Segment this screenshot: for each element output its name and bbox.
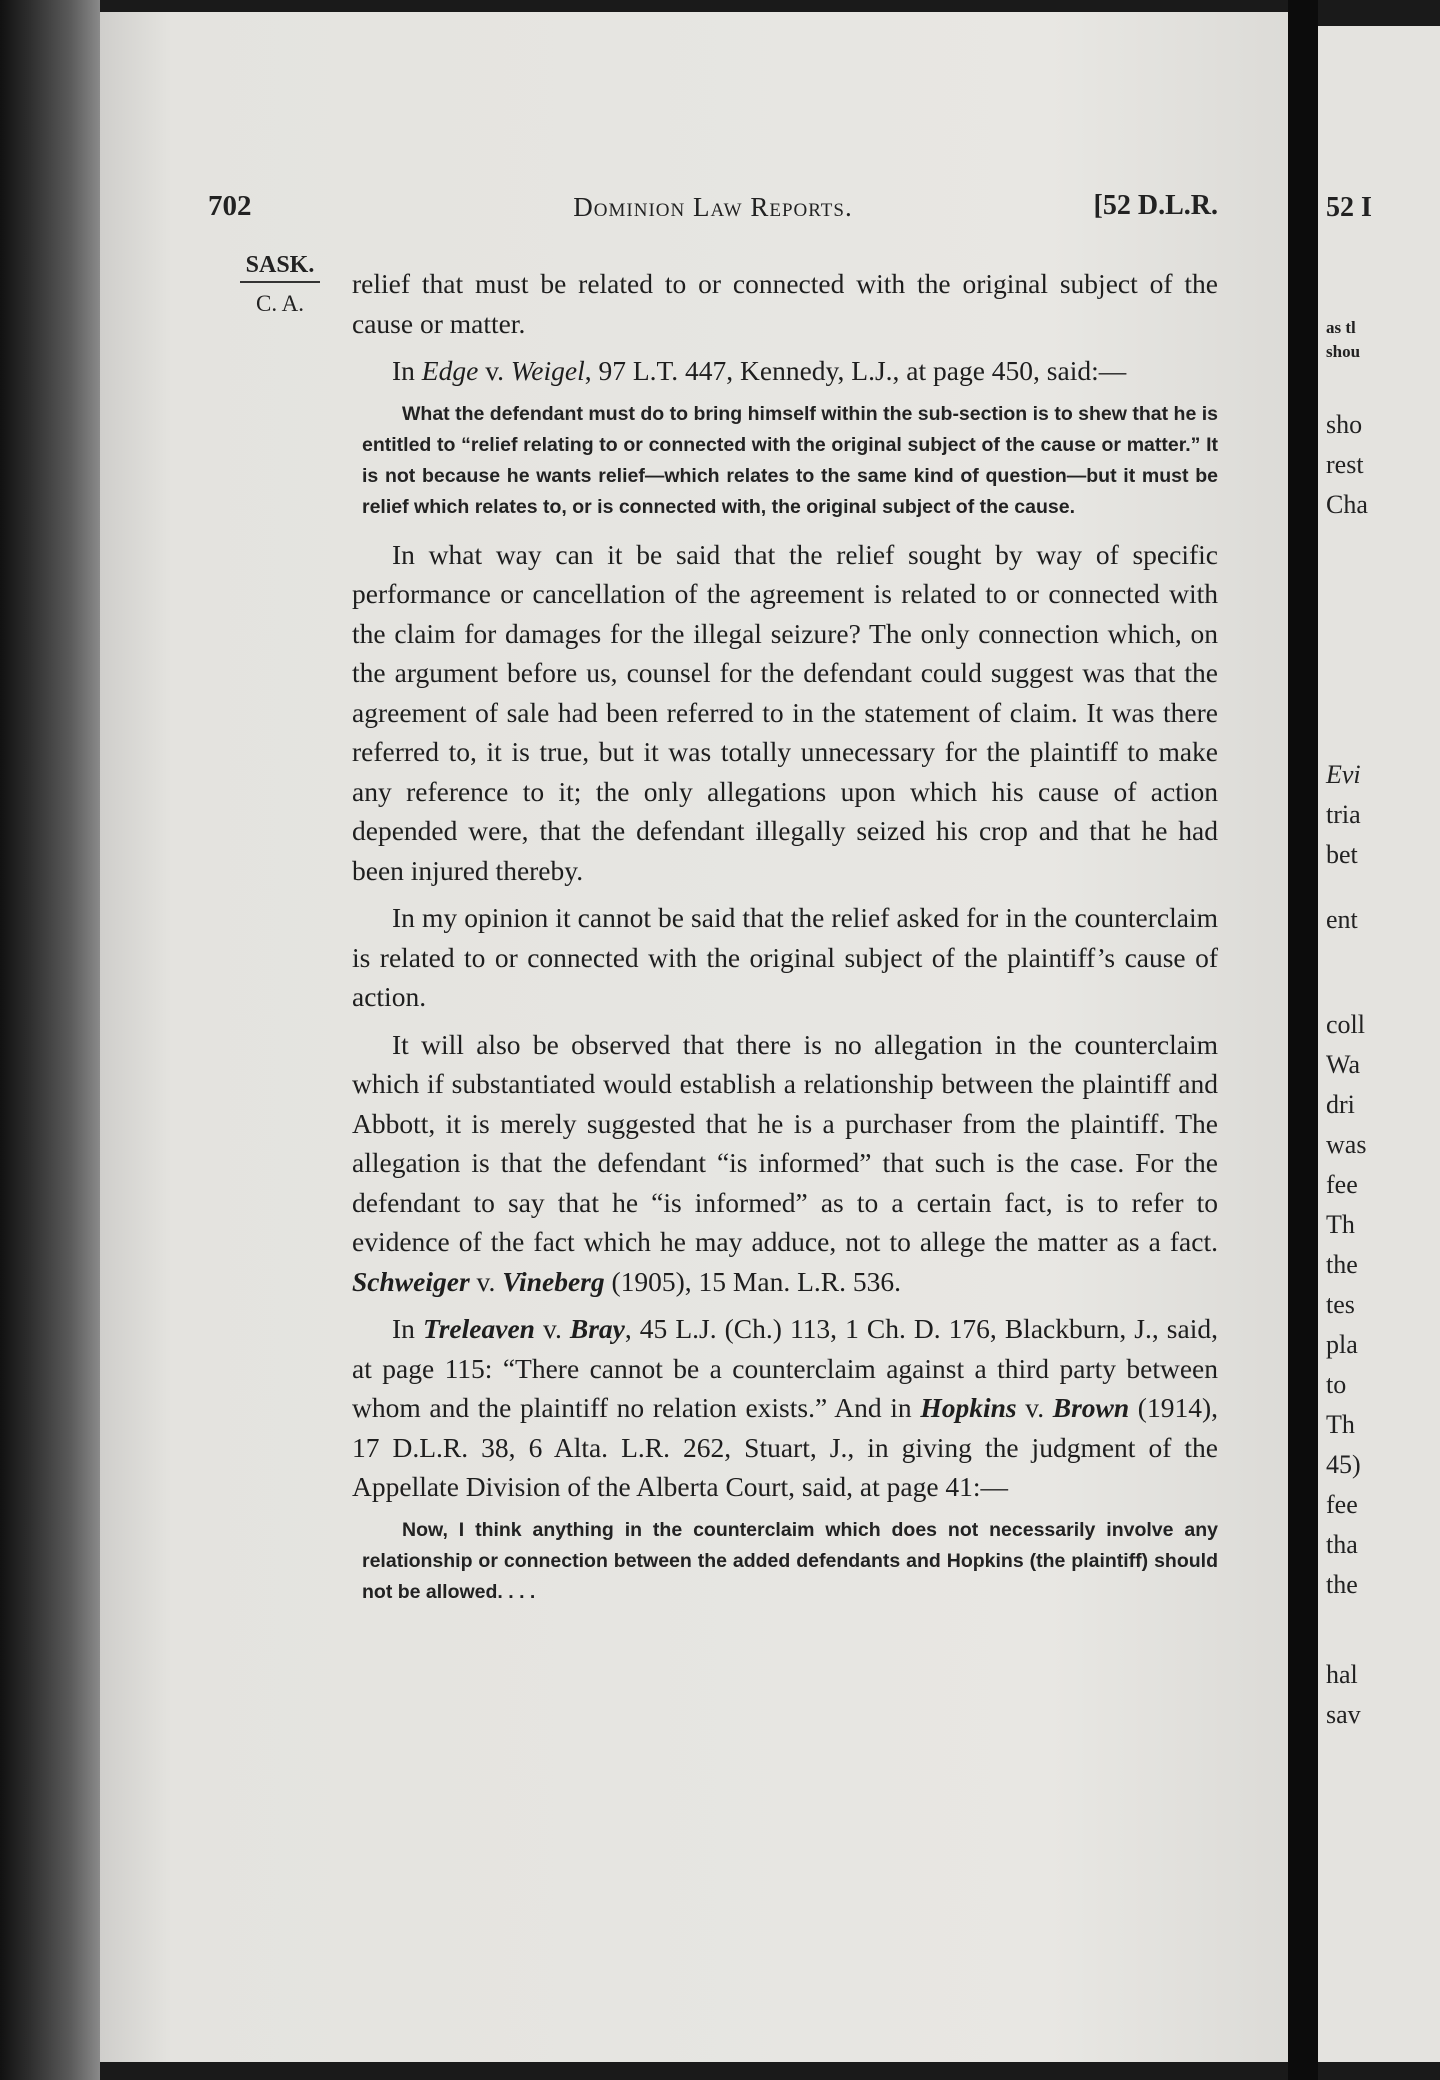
facing-page-line: to bbox=[1326, 1370, 1347, 1399]
page-number: 702 bbox=[208, 190, 252, 222]
facing-page-line: rest bbox=[1326, 450, 1364, 479]
running-header bbox=[208, 190, 1218, 230]
facing-page-line: Th bbox=[1326, 1410, 1355, 1439]
facing-page-line: tes bbox=[1326, 1290, 1355, 1319]
facing-page-line: dri bbox=[1326, 1090, 1355, 1119]
paragraph: It will also be observed that there is no allegation in the counterclaim which if substantiated would establish a relationship between the plaintiff and Abbott, it is merely suggested that he is a purchaser from the plaintiff. The allegation is that the defendant “is informed” that such is the case. For the defendant to say that he “is informed” as to a certain fact, is to refer to evidence of the fact which he may adduce, not to allege the matter as a fact. Schweiger v. Vineberg (1905), 15 Man. L.R. 536. bbox=[352, 1028, 1218, 1297]
margin-notes bbox=[240, 252, 320, 317]
facing-page-line: sho bbox=[1326, 410, 1363, 439]
block-quote: What the defendant must do to bring himself within the sub-section is to shew that he is entitled to “relief relating to or connected with the original subject of the cause or matter.” It is not because he wants relief—which relates to the same kind of question—but it must be relief which relates to, or is connected with, the original subject of the cause. bbox=[362, 402, 1218, 518]
paragraph: relief that must be related to or connected with the original subject of the cause or matter. bbox=[352, 268, 1218, 339]
facing-page-line: tha bbox=[1326, 1530, 1358, 1559]
case-name: Vineberg bbox=[502, 1265, 605, 1297]
case-name: Bray bbox=[569, 1313, 625, 1344]
case-name: Hopkins bbox=[920, 1392, 1017, 1423]
body-text bbox=[352, 264, 1218, 1620]
facing-page-line: Th bbox=[1326, 1210, 1355, 1239]
running-title: Dominion Law Reports. bbox=[573, 192, 853, 222]
facing-page-line: bet bbox=[1326, 840, 1358, 869]
facing-page-line: Wa bbox=[1326, 1050, 1360, 1079]
case-name: Brown bbox=[1052, 1392, 1130, 1423]
facing-page-line: Cha bbox=[1326, 490, 1368, 519]
facing-page-fragment bbox=[1318, 26, 1440, 2062]
page-gutter bbox=[1288, 0, 1318, 2080]
case-name: Edge bbox=[421, 355, 479, 386]
book-spine bbox=[0, 0, 100, 2080]
facing-page-line: as tl bbox=[1326, 318, 1356, 337]
facing-page-line: pla bbox=[1326, 1330, 1358, 1359]
facing-page-line: the bbox=[1326, 1250, 1358, 1279]
facing-page-line: fee bbox=[1326, 1490, 1358, 1519]
case-name: Schweiger bbox=[352, 1265, 470, 1297]
facing-page-line: fee bbox=[1326, 1170, 1358, 1199]
facing-page-line: ent bbox=[1326, 905, 1358, 934]
facing-page-line: 45) bbox=[1326, 1450, 1361, 1479]
facing-page-line: tria bbox=[1326, 800, 1361, 829]
case-name: Treleaven bbox=[422, 1313, 535, 1344]
facing-page-line: sav bbox=[1326, 1700, 1361, 1729]
facing-page-line: the bbox=[1326, 1570, 1358, 1599]
margin-court: SASK. bbox=[240, 252, 320, 283]
facing-page-line: Evi bbox=[1326, 760, 1361, 789]
facing-page-line: coll bbox=[1326, 1010, 1365, 1039]
margin-division: C. A. bbox=[256, 291, 304, 316]
case-name: Weigel bbox=[510, 355, 585, 386]
facing-page-line: shou bbox=[1326, 342, 1361, 361]
facing-page-line: was bbox=[1326, 1130, 1367, 1159]
block-quote: Now, I think anything in the counterclaim which does not necessarily involve any relationship or connection between the added defendants and Hopkins (the plaintiff) should not be allowed. . . . bbox=[362, 1518, 1218, 1603]
paragraph: In what way can it be said that the relief sought by way of specific performance or cancellation of the agreement is related to or connected with the claim for damages for the illegal seizure? The only connection which, on the argument before us, counsel for the defendant could suggest was that the agreement of sale had been referred to in the statement of claim. It was there referred to, it is true, but it was totally unnecessary for the plaintiff to make any reference to it; the only allegations upon which his cause of action depended were, that the defendant illegally seized his crop and that he had been injured thereby. bbox=[352, 538, 1218, 886]
paragraph: In Treleaven v. Bray, 45 L.J. (Ch.) 113, 1 Ch. D. 176, Blackburn, J., said, at page 115: “There cannot be a counterclaim against a third party between whom and the plaintiff no relation exists.” And in Hopkins v. Brown (1914), 17 D.L.R. 38, 6 Alta. L.R. 262, Stuart, J., in giving the judgment of the Appellate Division of the Alberta Court, said, at page 41:— bbox=[352, 1313, 1218, 1502]
volume-reference: [52 D.L.R. bbox=[1093, 190, 1218, 221]
facing-page-line: hal bbox=[1326, 1660, 1358, 1689]
paragraph: In my opinion it cannot be said that the relief asked for in the counterclaim is related to or connected with the original subject of the plaintiff’s cause of action. bbox=[352, 902, 1218, 1012]
paragraph: In Edge v. Weigel, 97 L.T. 447, Kennedy, L.J., at page 450, said:— bbox=[392, 355, 1127, 386]
facing-page-header: 52 I bbox=[1326, 192, 1372, 223]
